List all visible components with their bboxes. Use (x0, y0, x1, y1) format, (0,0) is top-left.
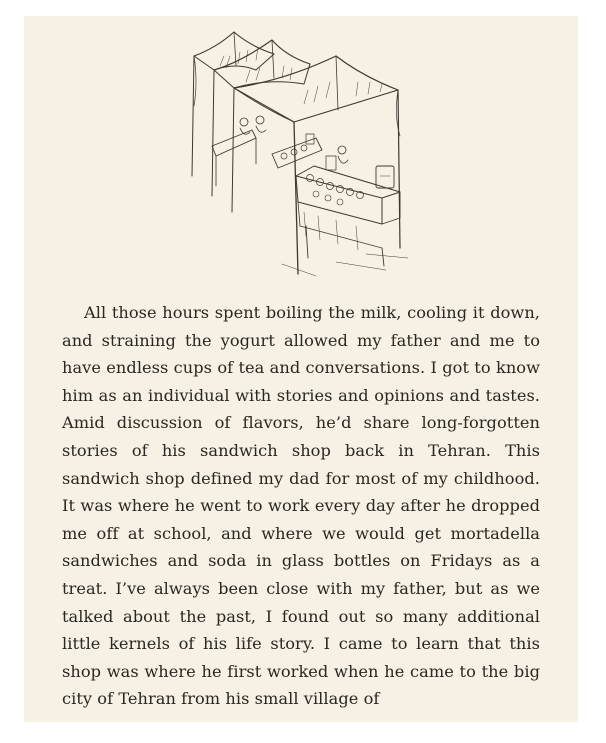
market-stall-sketch-icon (186, 26, 416, 281)
book-page (24, 16, 578, 722)
body-paragraph: All those hours spent boiling the milk, cooling it down, and straining the yogurt allowed my father and me to have endless cups of tea and conversations. I got to know him as an individual with stories and opinions and tastes. Amid discussion of flavors, he’d share long-forgotten stories of his sandwich shop back in Tehran. This sandwich shop defined my dad for most of my childhood. It was where he went to work every day after he dropped me off at school, and where we would get mortadella sandwiches and soda in glass bottles on Fridays as a treat. I’ve always been close with my father, but as we talked about the past, I found out so many additional little kernels of his life story. I came to learn that this shop was where he first worked when he came to the big city of Tehran from his small village of (62, 303, 540, 709)
